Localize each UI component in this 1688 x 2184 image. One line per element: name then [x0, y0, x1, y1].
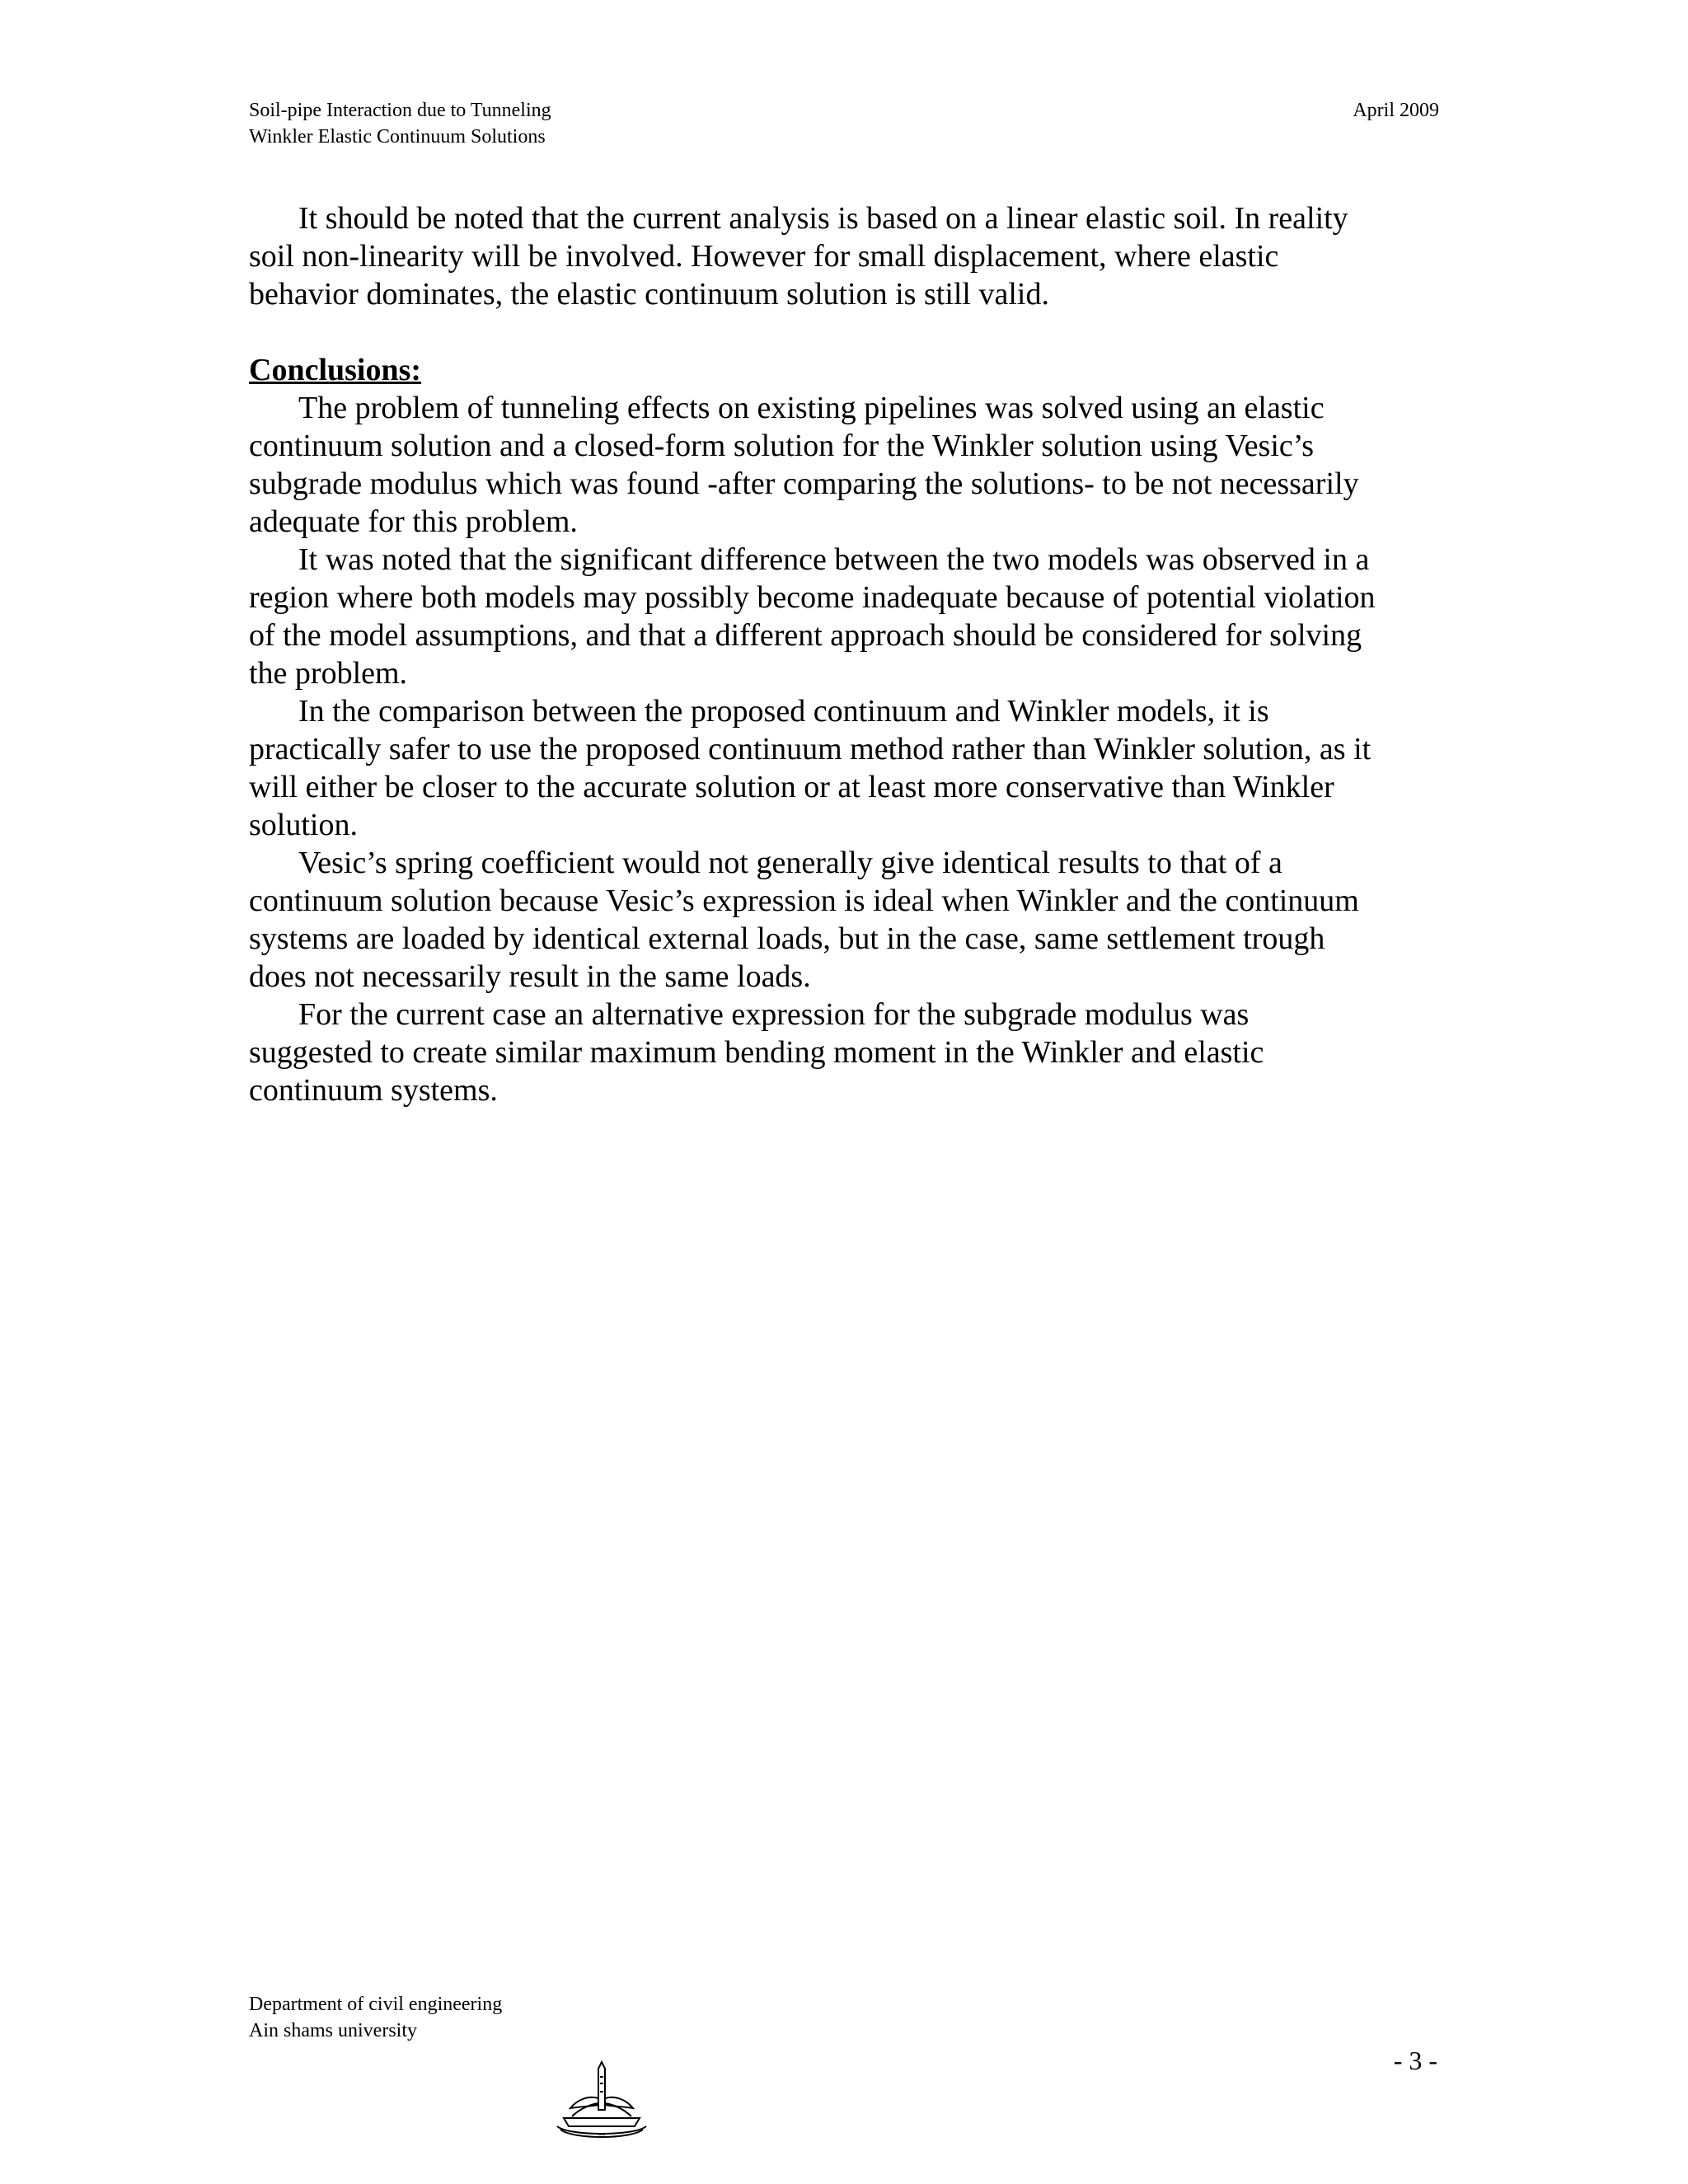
text-line: It should be noted that the current analysis is based on a linear elastic soil. In reality	[298, 201, 1348, 236]
text-line: the problem.	[249, 656, 408, 691]
running-header	[249, 97, 551, 150]
text-line: will either be closer to the accurate solution or at least more conservative than Winkler	[249, 770, 1334, 804]
text-line: continuum solution because Vesic’s expression is ideal when Winkler and the continuum	[249, 883, 1359, 918]
intro-paragraph	[249, 199, 1452, 313]
header-subtitle: Winkler Elastic Continuum Solutions	[249, 126, 546, 148]
text-line: systems are loaded by identical external loads, but in the case, same settlement trough	[249, 921, 1325, 956]
text-line: practically safer to use the proposed continuum method rather than Winkler solution, as it	[249, 732, 1372, 766]
conclusion-paragraph	[249, 692, 1452, 844]
conclusions-heading: Conclusions:	[249, 353, 422, 387]
text-line: continuum systems.	[249, 1073, 498, 1108]
text-line: soil non-linearity will be involved. However for small displacement, where elastic	[249, 239, 1279, 274]
text-line: behavior dominates, the elastic continuum solution is still valid.	[249, 277, 1049, 312]
text-line: adequate for this problem.	[249, 504, 578, 539]
text-line: does not necessarily result in the same loads.	[249, 959, 811, 994]
conclusion-paragraph	[249, 389, 1452, 541]
page-number: - 3 -	[1393, 2046, 1437, 2075]
page-footer	[249, 1991, 502, 2044]
header-date: April 2009	[1353, 100, 1439, 121]
text-line: The problem of tunneling effects on existing pipelines was solved using an elastic	[298, 391, 1325, 425]
text-line: suggested to create similar maximum bending moment in the Winkler and elastic	[249, 1035, 1264, 1070]
text-line: of the model assumptions, and that a different approach should be considered for solving	[249, 618, 1362, 653]
text-line: In the comparison between the proposed continuum and Winkler models, it is	[298, 694, 1269, 729]
header-title: Soil-pipe Interaction due to Tunneling	[249, 100, 551, 121]
university-logo-icon	[552, 2059, 651, 2141]
text-line: solution.	[249, 808, 358, 842]
text-line: For the current case an alternative expression for the subgrade modulus was	[298, 997, 1250, 1032]
footer-university: Ain shams university	[249, 2020, 417, 2041]
footer-department: Department of civil engineering	[249, 1994, 503, 2015]
conclusion-paragraph	[249, 996, 1452, 1109]
document-body	[249, 199, 1452, 1109]
text-line: Vesic’s spring coefficient would not generally give identical results to that of a	[298, 846, 1282, 880]
text-line: It was noted that the significant difference between the two models was observed in a	[298, 542, 1370, 577]
conclusion-paragraph	[249, 844, 1452, 996]
text-line: continuum solution and a closed-form solution for the Winkler solution using Vesic’s	[249, 429, 1315, 463]
text-line: subgrade modulus which was found -after comparing the solutions- to be not necessarily	[249, 466, 1359, 501]
conclusion-paragraph	[249, 541, 1452, 692]
text-line: region where both models may possibly become inadequate because of potential violation	[249, 580, 1376, 615]
